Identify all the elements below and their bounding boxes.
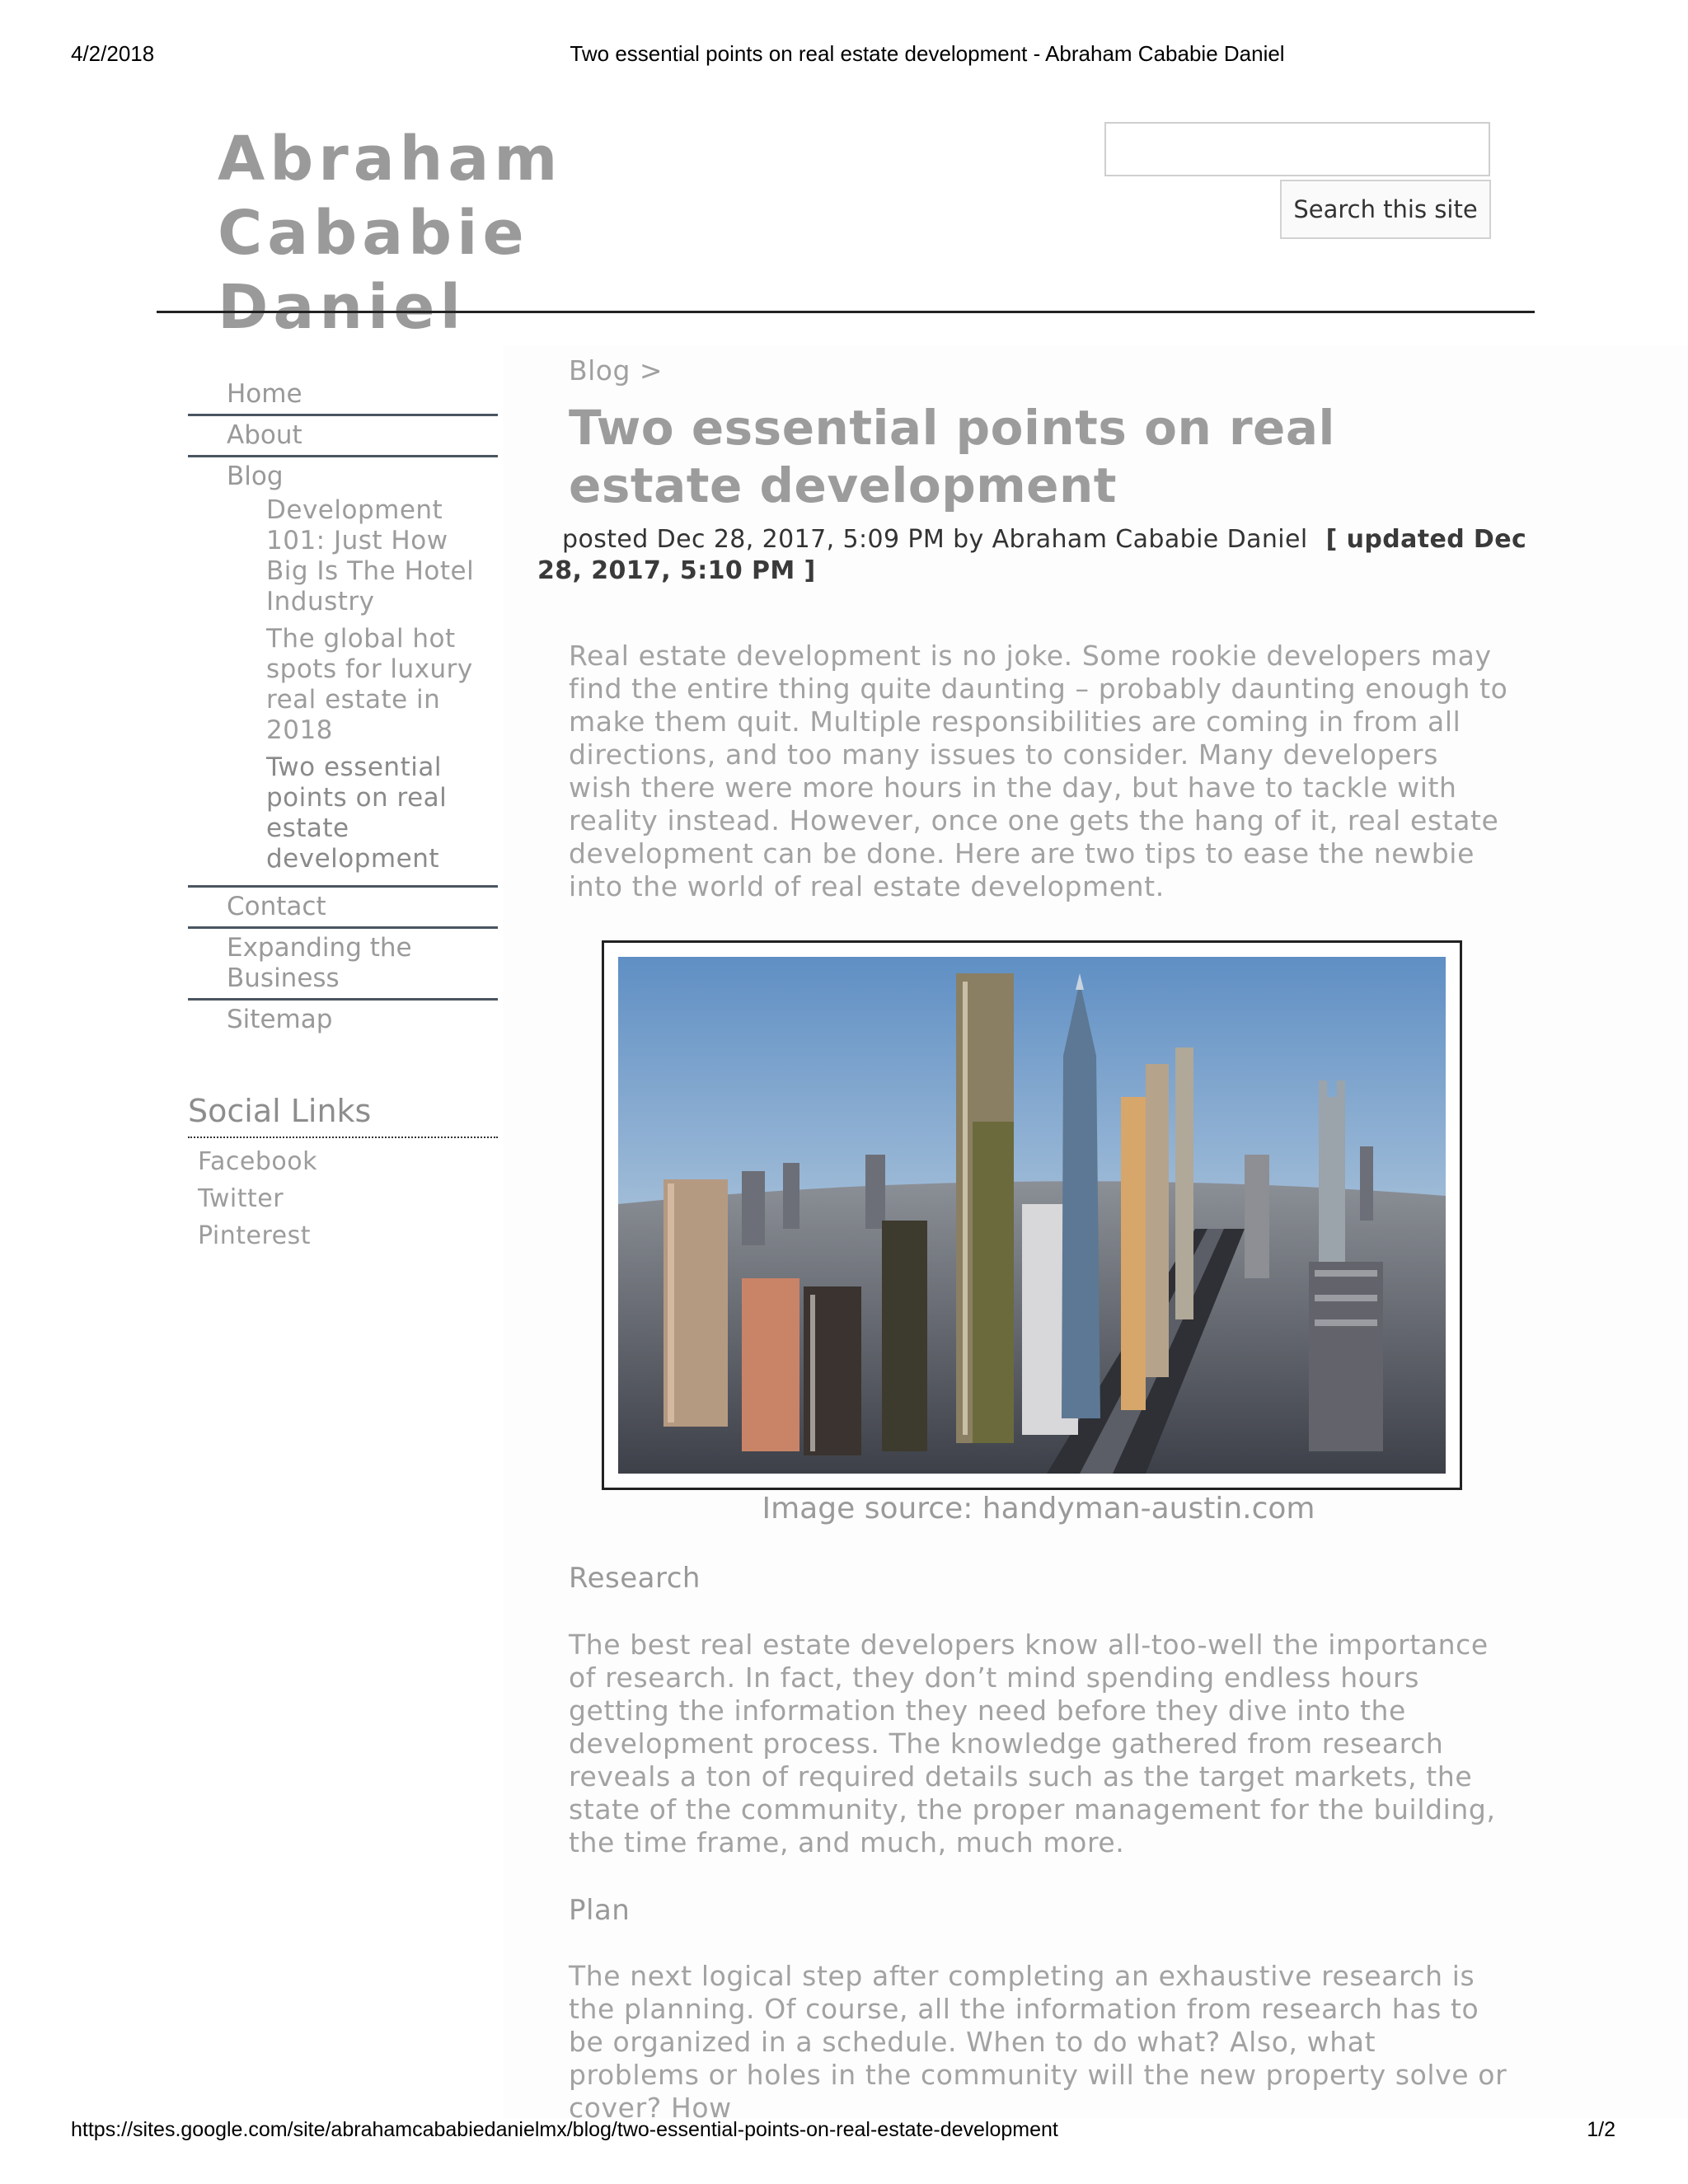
page-title: Two essential points on real estate development	[569, 400, 1335, 513]
skyline-illustration	[618, 957, 1446, 1474]
nav-item-about[interactable]	[188, 420, 498, 457]
post-meta-posted: posted Dec 28, 2017, 5:09 PM by Abraham Cababie Daniel	[562, 525, 1308, 554]
search-input[interactable]	[1104, 122, 1490, 176]
image-caption: Image source: handyman-austin.com	[762, 1492, 1315, 1526]
site-title-line1: Abraham Cababie	[218, 124, 563, 269]
social-links-title: Social Links	[188, 1092, 498, 1138]
nav-label: About	[227, 420, 302, 450]
subnav-item-development-101[interactable]: Development 101: Just How Big Is The Hotel Industry	[266, 495, 475, 616]
print-title: Two essential points on real estate development - Abraham Cababie Daniel	[570, 41, 1285, 66]
post-image-frame	[602, 940, 1462, 1490]
search-button[interactable]: Search this site	[1280, 180, 1491, 239]
print-page-number: 1/2	[1587, 2118, 1615, 2141]
header-divider	[157, 311, 1535, 313]
skyline-photo	[618, 957, 1446, 1474]
post-meta	[537, 524, 1535, 587]
nav-item-blog	[188, 462, 498, 888]
section-heading-plan: Plan	[569, 1894, 631, 1927]
nav-item-home[interactable]	[188, 379, 498, 416]
post-meta-updated: [ updated Dec 28, 2017, 5:10 PM ]	[537, 525, 1527, 585]
nav-item-expanding-the-business[interactable]	[188, 933, 498, 1001]
sidebar	[188, 379, 498, 1254]
nav-item-contact[interactable]	[188, 892, 498, 929]
nav-label: Contact	[227, 892, 326, 921]
section-heading-research: Research	[569, 1562, 701, 1595]
print-footer	[0, 2118, 1688, 2148]
post-header	[569, 353, 1508, 514]
print-header	[0, 41, 1688, 74]
social-link-twitter[interactable]: Twitter	[198, 1184, 284, 1213]
print-url: https://sites.google.com/site/abrahamcababiedanielmx/blog/two-essential-points-on-real-estate-development	[71, 2118, 1058, 2141]
breadcrumb[interactable]: Blog >	[569, 354, 663, 387]
nav-label: Expanding the Business	[227, 933, 412, 993]
plan-paragraph: The next logical step after completing an exhaustive research is the planning. Of course, all the information from research has to be organized in a schedule. When to do what? Also, what problems or holes in the community will the new property solve or cover? How	[569, 1960, 1507, 2124]
social-link-pinterest[interactable]: Pinterest	[198, 1221, 312, 1250]
print-date: 4/2/2018	[71, 41, 155, 66]
nav-label-blog[interactable]: Blog	[227, 462, 284, 491]
subnav-item-global-hot-spots[interactable]: The global hot spots for luxury real estate in 2018	[266, 624, 473, 745]
social-link-facebook[interactable]: Facebook	[198, 1147, 317, 1176]
blog-subnav	[227, 495, 498, 874]
nav-label: Sitemap	[227, 1005, 333, 1034]
social-links	[188, 1143, 498, 1254]
site-title-line2: Daniel	[218, 272, 466, 343]
nav-label: Home	[227, 379, 302, 409]
subnav-item-two-essential-points[interactable]: Two essential points on real estate development	[266, 752, 448, 874]
intro-paragraph: Real estate development is no joke. Some rookie developers may find the entire thing quite daunting – probably daunting enough to make them quit. Multiple responsibilities are coming in from all directions, and too many issues to consider. Many developers wish there were more hours in the day, but have to tackle with reality instead. However, once one gets the hang of it, real estate development can be done. Here are two tips to ease the newbie into the world of real estate development.	[569, 640, 1508, 902]
nav-item-sitemap[interactable]	[188, 1005, 498, 1039]
research-paragraph: The best real estate developers know all-too-well the importance of research. In fact, they don’t mind spending endless hours getting the information they need before they dive into the development process. The knowledge gathered from research reveals a ton of required details such as the target markets, the state of the community, the proper management for the building, the time frame, and much, much more.	[569, 1629, 1496, 1858]
